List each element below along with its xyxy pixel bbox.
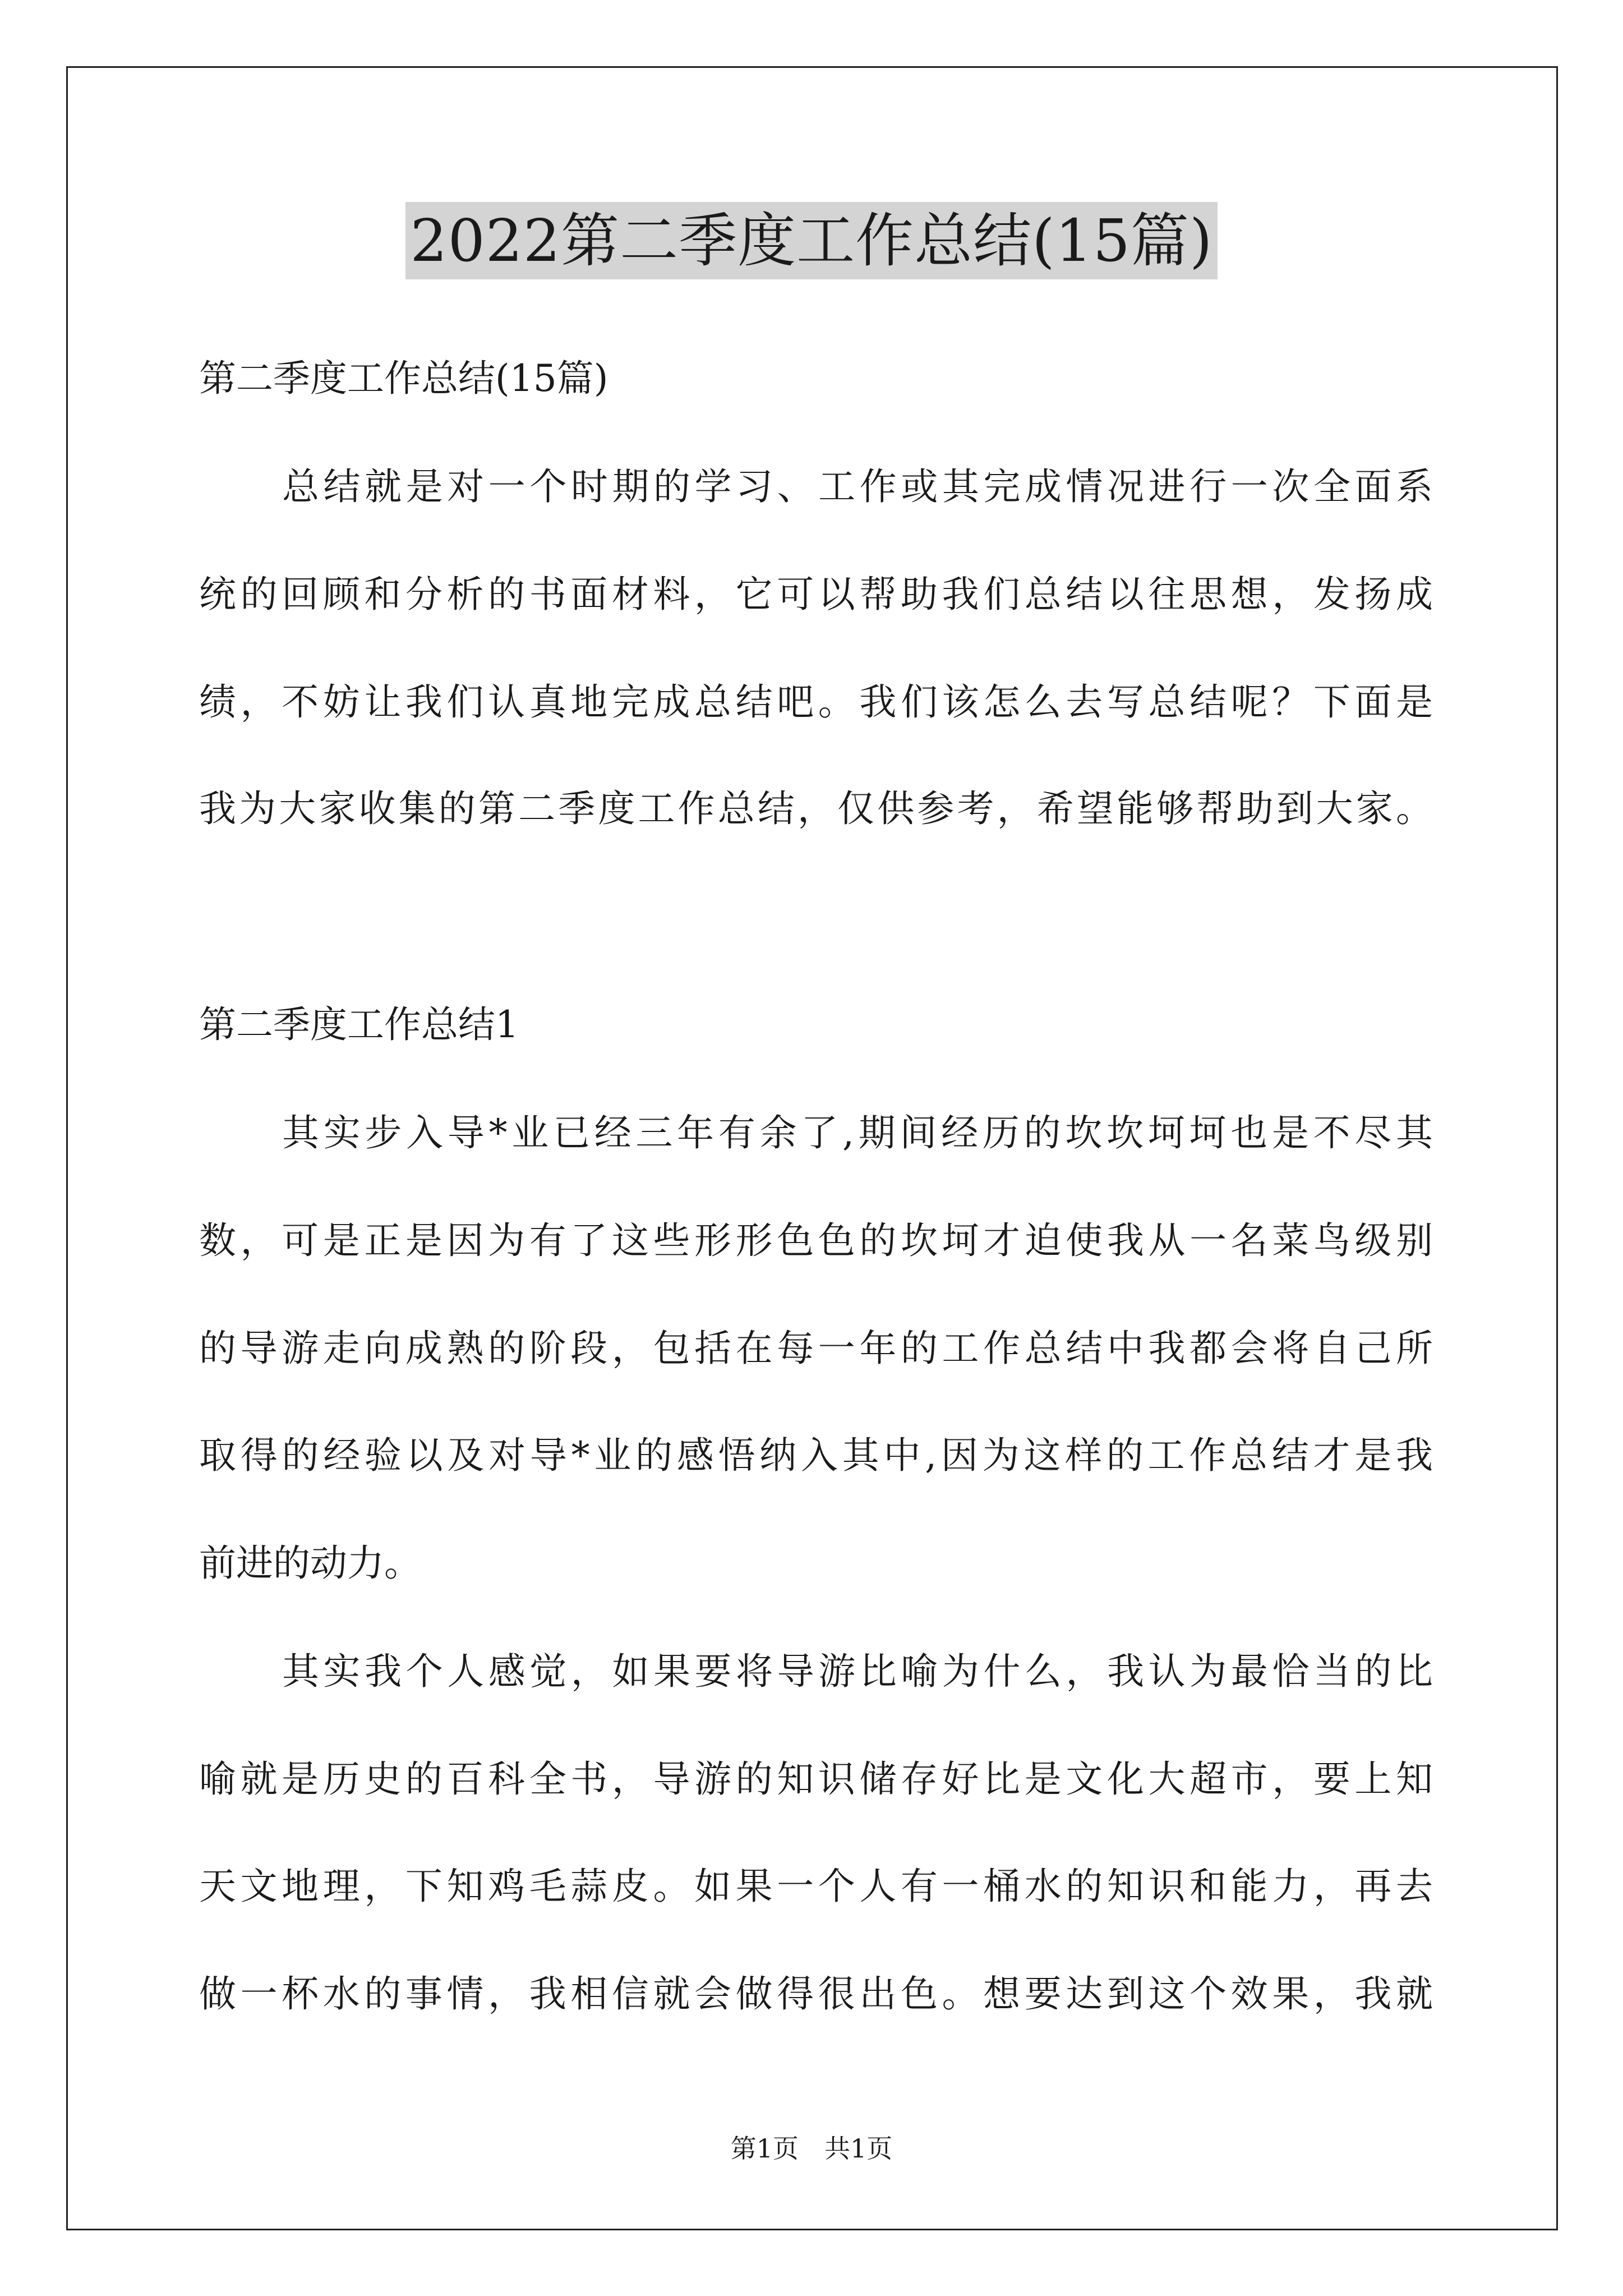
section-heading: 第二季度工作总结1 <box>199 1003 519 1046</box>
page-footer: 第1页 共1页 <box>730 2133 893 2164</box>
paragraph-line: 天文地理，下知鸡毛蒜皮。如果一个人有一桶水的知识和能力，再去 <box>199 1865 1433 1908</box>
intro-line: 我为大家收集的第二季度工作总结，仅供参考，希望能够帮助到大家。 <box>199 787 1433 830</box>
paragraph-line: 其实步入导*业已经三年有余了,期间经历的坎坎坷坷也是不尽其 <box>282 1111 1433 1154</box>
paragraph-line: 其实我个人感觉，如果要将导游比喻为什么，我认为最恰当的比 <box>282 1650 1433 1693</box>
paragraph-line: 做一杯水的事情，我相信就会做得很出色。想要达到这个效果，我就 <box>199 1972 1433 2016</box>
paragraph-line: 取得的经验以及对导*业的感悟纳入其中,因为这样的工作总结才是我 <box>199 1434 1433 1477</box>
paragraph-line: 前进的动力。 <box>199 1542 421 1585</box>
intro-line: 总结就是对一个时期的学习、工作或其完成情况进行一次全面系 <box>282 465 1433 508</box>
subtitle: 第二季度工作总结(15篇) <box>199 357 608 400</box>
intro-line: 绩，不妨让我们认真地完成总结吧。我们该怎么去写总结呢？下面是 <box>199 680 1433 724</box>
document-title: 2022第二季度工作总结(15篇) <box>405 202 1217 279</box>
paragraph-line: 喻就是历史的百科全书，导游的知识储存好比是文化大超市，要上知 <box>199 1757 1433 1801</box>
title-container <box>0 202 1623 279</box>
paragraph-line: 数，可是正是因为有了这些形形色色的坎坷才迫使我从一名菜鸟级别 <box>199 1219 1433 1262</box>
intro-line: 统的回顾和分析的书面材料，它可以帮助我们总结以往思想，发扬成 <box>199 573 1433 616</box>
paragraph-line: 的导游走向成熟的阶段，包括在每一年的工作总结中我都会将自己所 <box>199 1327 1433 1370</box>
